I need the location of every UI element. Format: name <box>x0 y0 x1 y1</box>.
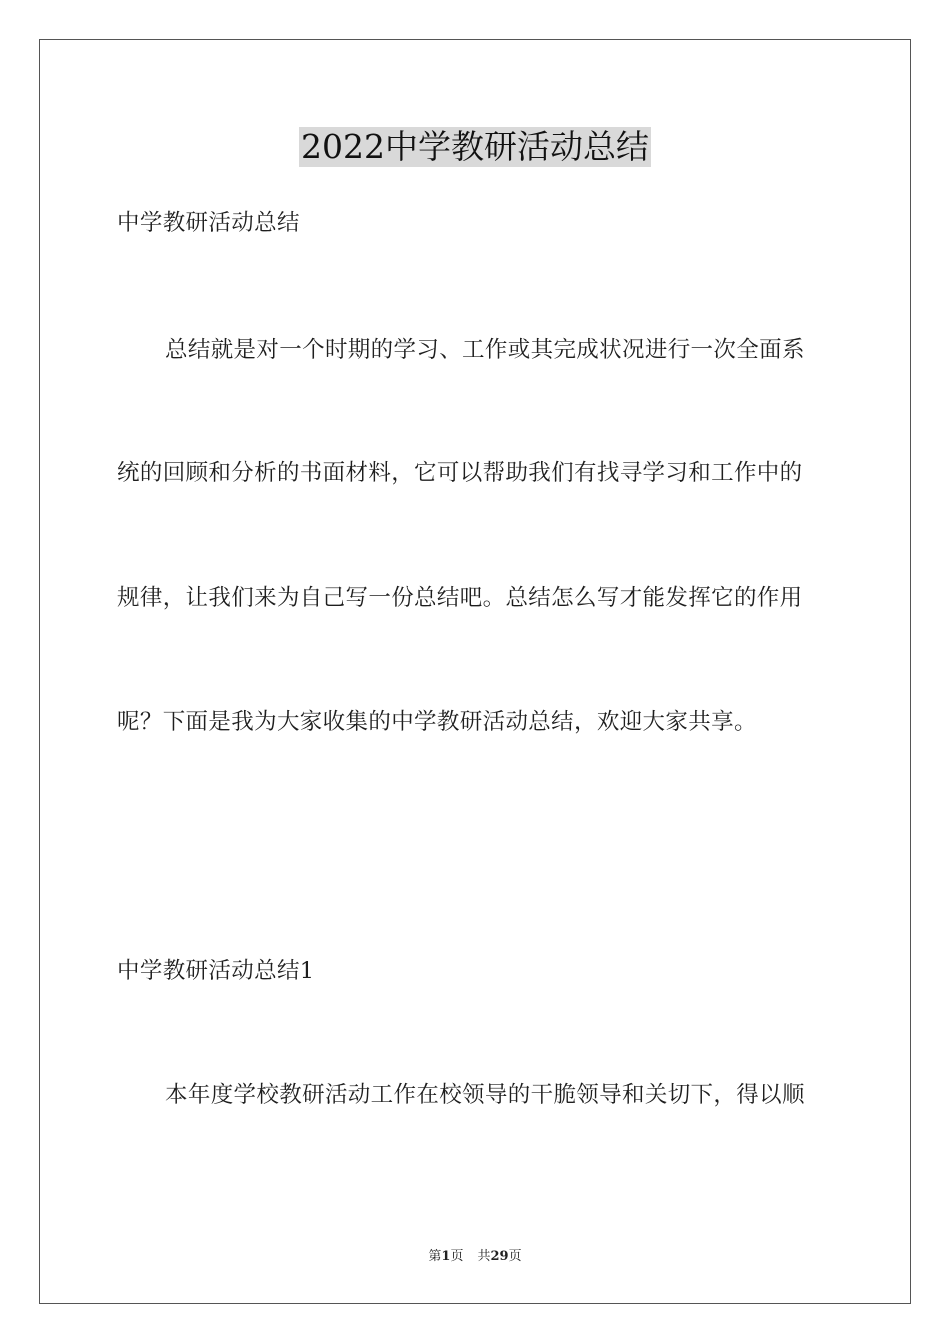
paragraph-line: 统的回顾和分析的书面材料，它可以帮助我们有找寻学习和工作中的 <box>117 460 803 486</box>
total-pages: 29 <box>490 1249 509 1264</box>
page-footer <box>0 1248 950 1266</box>
page-number: 1 <box>441 1249 451 1264</box>
section-heading: 中学教研活动总结1 <box>117 958 315 984</box>
paragraph-line: 本年度学校教研活动工作在校领导的干脆领导和关切下，得以顺 <box>165 1082 805 1108</box>
paragraph-line: 规律，让我们来为自己写一份总结吧。总结怎么写才能发挥它的作用 <box>117 585 803 611</box>
document-subtitle: 中学教研活动总结 <box>117 210 300 236</box>
page-prefix: 第 <box>428 1249 442 1264</box>
title-container <box>0 127 950 167</box>
total-prefix: 共 <box>477 1249 491 1264</box>
total-suffix: 页 <box>508 1249 522 1264</box>
paragraph-line: 总结就是对一个时期的学习、工作或其完成状况进行一次全面系 <box>165 337 805 363</box>
page-suffix: 页 <box>450 1249 464 1264</box>
paragraph-line: 呢？下面是我为大家收集的中学教研活动总结，欢迎大家共享。 <box>117 709 757 735</box>
document-title: 2022中学教研活动总结 <box>301 127 649 166</box>
